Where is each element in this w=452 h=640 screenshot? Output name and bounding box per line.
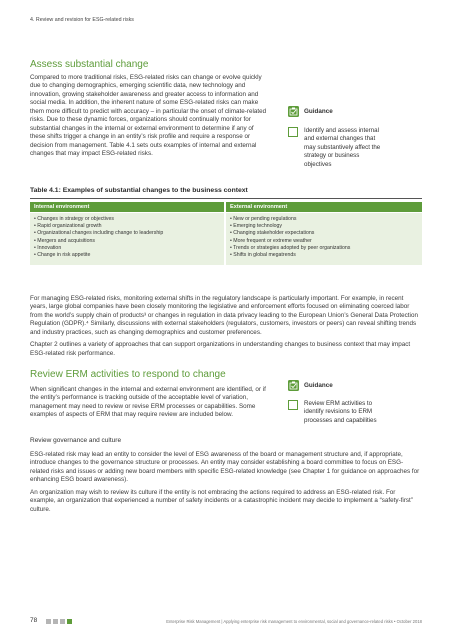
section-title-assess-change: Assess substantial change bbox=[30, 59, 149, 70]
section-paragraph bbox=[30, 74, 270, 159]
body-paragraph-2: Chapter 2 outlines a variety of approaches that can support organizations in understanding changes to business context that may impact ESG-related risk performance. bbox=[30, 341, 411, 357]
footer-square bbox=[60, 619, 65, 624]
guidance-label: Guidance bbox=[304, 382, 333, 389]
checkbox-icon bbox=[288, 127, 298, 137]
body-text bbox=[30, 295, 422, 358]
footer-square-active bbox=[67, 619, 72, 624]
subsection-paragraph-2: An organization may wish to review its culture if the entity is not embracing the actions required to address an ESG-related risk. For example, an organization that experienced a number of safety incidents or a catastrophic incident may decide to implement a “safety-first” culture. bbox=[30, 488, 413, 513]
subsection-text bbox=[30, 451, 422, 514]
footer-text: Enterprise Risk Management | Applying enterprise risk management to environmental, social and governance-related risks • October 2018 bbox=[166, 619, 422, 624]
list-item: • Changing stakeholder expectations bbox=[230, 230, 418, 237]
subsection-paragraph-1: ESG-related risk may lead an entity to consider the level of ESG awareness of the board or management structure and, if appropriate, introduce changes to the governance structure or processes. An entity may consider establishing a board committee to focus on ESG-related risks and issues or adding new board members with specific ESG-related knowledge (see Chapter 1 for guidance on approaches for enhancing ESG board awareness). bbox=[30, 451, 420, 484]
subsection-title: Review governance and culture bbox=[30, 437, 122, 444]
list-item: • Rapid organizational growth bbox=[34, 223, 220, 230]
guidance-label: Guidance bbox=[304, 108, 333, 115]
list-item: • Shifts in global megatrends bbox=[230, 252, 418, 259]
list-item: • Mergers and acquisitions bbox=[34, 238, 220, 245]
list-item: • New or pending regulations bbox=[230, 216, 418, 223]
guidance-icon bbox=[288, 106, 299, 117]
table-title: Table 4.1: Examples of substantial changes to the business context bbox=[30, 187, 248, 194]
footer-square bbox=[53, 619, 58, 624]
table-header-external: External environment bbox=[226, 202, 422, 212]
list-item: • Emerging technology bbox=[230, 223, 418, 230]
section1-paragraph: Compared to more traditional risks, ESG-related risks can change or evolve quickly due to changing demographics, emerging scientific data, new technology and innovation, growing stakeholder awareness and greater access to information and social media. In addition, the inherent nature of some ESG-related risks can make them more difficult to predict with accuracy – in particular the onset of climate-related risks. Due to these dynamic forces, organizations should continually monitor for substantial changes in the internal or external environment to determine if any of these shifts trigger a change in an entity’s risk profile and require a response or decision from management. Table 4.1 sets outs examples of internal and external changes that may impact ESG-related risks. bbox=[30, 74, 267, 158]
guidance-text: Identify and assess internal and external changes that may substantively affect the strategy or business objectives bbox=[304, 127, 381, 168]
page-breadcrumb: 4. Review and revision for ESG-related risks bbox=[30, 17, 134, 23]
body-paragraph-1: For managing ESG-related risks, monitoring external shifts in the regulatory landscape is particularly important. For example, in recent years, large global companies have been closely monitoring the legislative and enforcement efforts focused on eliminating coerced labor from the world’s supply chain of products³ or changes in regulation in data privacy leading to the European Union’s General Data Protection Regulation (GDPR).⁴ Similarly, discussions with external stakeholders (regulators, customers, investors or peers) can reveal shifting trends and industry practices, such as changing demographics and customer preferences. bbox=[30, 295, 418, 336]
list-item: • Organizational changes including change to leadership bbox=[34, 230, 220, 237]
list-item: • Trends or strategies adopted by peer organizations bbox=[230, 245, 418, 252]
guidance-icon bbox=[288, 380, 299, 391]
table-cell-internal bbox=[30, 213, 224, 265]
table-rule bbox=[30, 198, 422, 199]
table-cell-external bbox=[226, 213, 422, 265]
list-item: • Changes in strategy or objectives bbox=[34, 216, 220, 223]
section-title-review-erm: Review ERM activities to respond to change bbox=[30, 369, 226, 380]
list-item: • More frequent or extreme weather bbox=[230, 238, 418, 245]
section2-paragraph: When significant changes in the internal and external environment are identified, or if the entity’s performance is tracking outside of the acceptable level of variation, management may need to review or revise ERM processes or capabilities. Some examples of aspects of ERM that may require review are included below. bbox=[30, 386, 266, 419]
checkbox-icon bbox=[288, 400, 298, 410]
page-number: 78 bbox=[30, 617, 38, 624]
footer-square bbox=[46, 619, 51, 624]
table-header-internal: Internal environment bbox=[30, 202, 224, 212]
guidance-text: Review ERM activities to identify revisions to ERM processes and capabilities bbox=[304, 400, 377, 424]
section-paragraph bbox=[30, 386, 270, 420]
list-item: • Change in risk appetite bbox=[34, 252, 220, 259]
list-item: • Innovation bbox=[34, 245, 220, 252]
